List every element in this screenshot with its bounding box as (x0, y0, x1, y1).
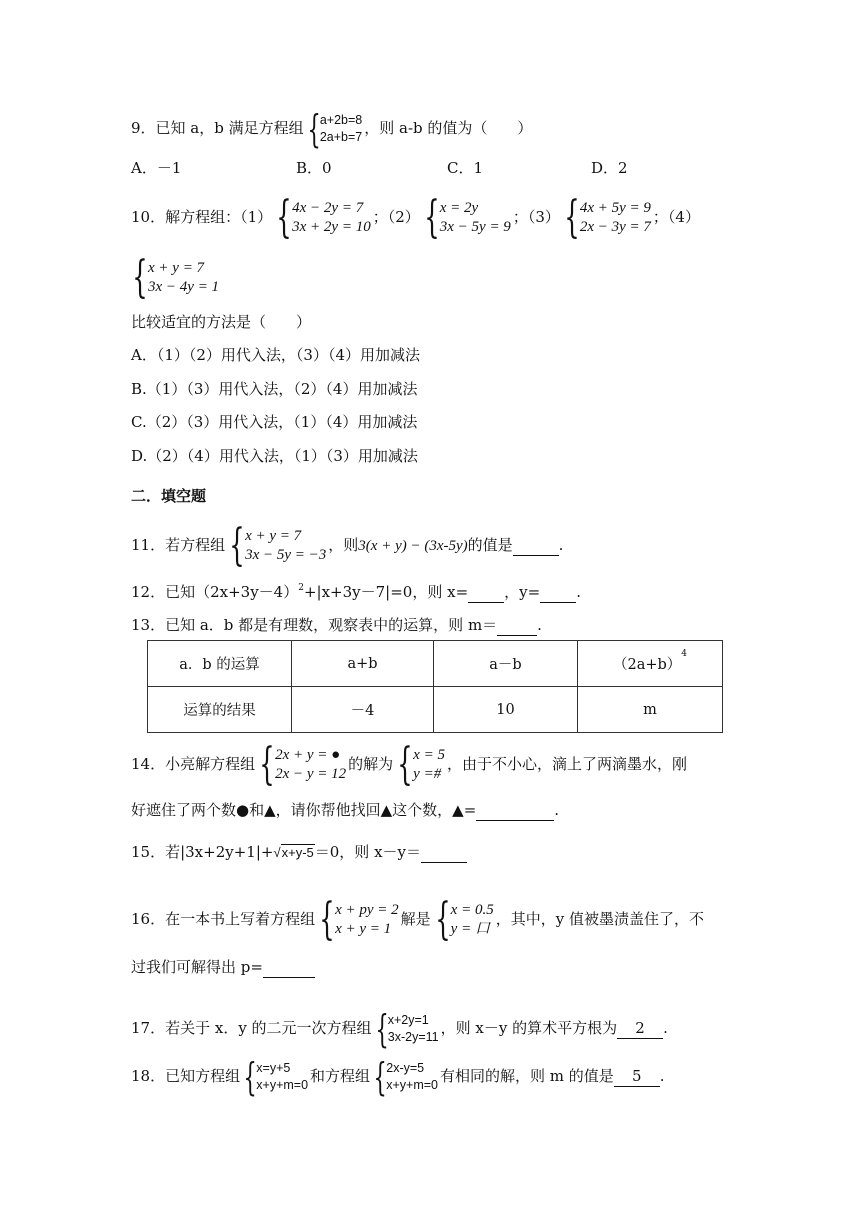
q18-prefix: 18．已知方程组 (131, 1067, 241, 1085)
table-row (148, 687, 723, 733)
q14-system: { 2x + y = ● 2x − y = 12 (259, 739, 347, 790)
q10-sep2: ；（2） (372, 208, 420, 226)
q14-line2 (131, 800, 559, 821)
q18-end: . (659, 1067, 665, 1085)
q11-answer-blank[interactable] (513, 535, 559, 556)
q18-mid: 和方程组 (310, 1067, 371, 1085)
q9-option-c[interactable]: C．1 (447, 159, 484, 177)
q18-answer[interactable]: 5 (614, 1066, 660, 1087)
q10-sep4: ；（4） (652, 208, 700, 226)
q11-mid: ，则 (328, 536, 359, 554)
question-16 (131, 894, 704, 945)
q14-sol-y: y =# (413, 766, 442, 782)
q14-end: . (554, 801, 560, 819)
q10-option-a[interactable]: A．（1）（2）用代入法，（3）（4）用加减法 (131, 346, 421, 364)
question-15 (131, 842, 467, 863)
table-cell (578, 641, 723, 687)
q14-eq2: 2x − y = 12 (275, 766, 347, 782)
question-17 (131, 1007, 668, 1051)
q11-system: { x + y = 7 3x − 5y = −3 (229, 520, 327, 571)
q16-prefix: 16．在一本书上写着方程组 (131, 910, 316, 928)
q14-solution: { x = 5 y =# (397, 739, 445, 790)
q11-end: . (558, 536, 564, 554)
table-cell: a．b 的运算 (148, 641, 292, 687)
q16-eq2: x + y = 1 (335, 921, 392, 937)
table-cell: a+b (292, 641, 434, 687)
q12-text-c: ，y= (504, 583, 541, 601)
q16-answer-blank[interactable] (263, 957, 315, 978)
q18-system-1: { x=y+5 x+y+m=0 (243, 1055, 309, 1099)
q17-answer[interactable]: 2 (617, 1018, 663, 1039)
q16-sol-x: x = 0.5 (450, 902, 494, 918)
q10-s4-eq2: 3x − 4y = 1 (148, 279, 220, 295)
q17-end: . (663, 1019, 668, 1037)
question-14 (131, 739, 687, 790)
q12-exponent: 2 (298, 583, 304, 593)
q10-question: 比较适宜的方法是（ ） (131, 313, 312, 331)
q18-s1-eq1: x=y+5 (256, 1061, 291, 1075)
q10-system-4: { x + y = 7 3x − 4y = 1 (132, 252, 220, 303)
q16-line2-text: 过我们可解得出 p= (131, 958, 263, 976)
q10-system-3: { 4x + 5y = 9 2x − 3y = 7 (564, 192, 651, 243)
q9-eq1: a+2b=8 (319, 113, 363, 127)
q16-line2 (131, 957, 315, 978)
table-cell: a－b (434, 641, 578, 687)
q14-prefix: 14．小亮解方程组 (131, 755, 256, 773)
q15-sqrt: √x+y-5 (273, 845, 314, 860)
q10-sep3: ；（3） (512, 208, 560, 226)
q12-text-b: +|x+3y－7|=0，则 x= (303, 583, 469, 601)
q11-eq2: 3x − 5y = −3 (245, 547, 327, 563)
q18-s1-eq2: x+y+m=0 (256, 1078, 309, 1092)
q11-expression: 3(x + y) − (3x-5y) (358, 538, 468, 554)
q14-suffix: ，由于不小心，滴上了两滴墨水，刚 (446, 755, 687, 773)
q9-option-a[interactable]: A．－1 (131, 159, 182, 177)
q10-s1-eq2: 3x + 2y = 10 (292, 219, 371, 235)
q10-s2-eq2: 3x − 5y = 9 (439, 219, 511, 235)
q15-suffix: ＝0，则 x－y＝ (314, 843, 422, 861)
table-row (148, 641, 723, 687)
q15-radicand: x+y-5 (281, 845, 314, 860)
q12-end: . (576, 583, 581, 601)
q11-eq1: x + y = 7 (245, 528, 302, 544)
q9-option-b[interactable]: B．0 (296, 159, 332, 177)
question-12 (131, 582, 581, 603)
q17-system: { x+2y=1 3x-2y=11 (375, 1007, 439, 1051)
q10-s4-eq1: x + y = 7 (148, 260, 205, 276)
q14-line2-text: 好遮住了两个数●和▲，请你帮他找回▲这个数，▲= (131, 801, 477, 819)
q15-prefix: 15．若|3x+2y+1|+ (131, 843, 274, 861)
q14-eq1: 2x + y = ● (275, 747, 341, 763)
question-11 (131, 520, 564, 571)
q9-system: { a+2b=8 2a+b=7 (307, 107, 363, 151)
q16-solution: { x = 0.5 y = 口 (434, 894, 494, 945)
q10-system-2: { x = 2y 3x − 5y = 9 (424, 192, 511, 243)
q12-y-blank[interactable] (540, 582, 576, 603)
q16-suffix: ，其中，y 值被墨渍盖住了，不 (495, 910, 704, 928)
q13-text: 13．已知 a．b 都是有理数，观察表中的运算，则 m＝ (131, 616, 498, 634)
section-title: 二．填空题 (131, 487, 207, 505)
q10-option-c[interactable]: C.（2）（3）用代入法，（1）（4）用加减法 (131, 413, 418, 431)
q9-eq2: 2a+b=7 (319, 130, 363, 144)
question-13 (131, 615, 542, 636)
table-cell: 运算的结果 (148, 687, 292, 733)
q18-system-2: { 2x-y=5 x+y+m=0 (373, 1055, 439, 1099)
table-cell-exponent: 4 (681, 649, 688, 659)
q10-s3-eq1: 4x + 5y = 9 (579, 200, 651, 216)
q11-suffix: 的值是 (467, 536, 513, 554)
q18-suffix: 有相同的解，则 m 的值是 (440, 1067, 614, 1085)
table-cell: m (578, 687, 723, 733)
table-cell: －4 (292, 687, 434, 733)
q10-s2-eq1: x = 2y (439, 200, 479, 216)
q14-sol-x: x = 5 (413, 747, 445, 763)
q10-option-d[interactable]: D.（2）（4）用代入法，（1）（3）用加减法 (131, 447, 418, 465)
q18-s2-eq2: x+y+m=0 (386, 1078, 439, 1092)
table-cell-text: （2a+b） (612, 657, 682, 673)
question-9 (131, 107, 533, 151)
q14-answer-blank[interactable] (476, 800, 554, 821)
q15-answer-blank[interactable] (421, 842, 467, 863)
q9-option-d[interactable]: D．2 (591, 159, 628, 177)
q18-s2-eq1: 2x-y=5 (386, 1061, 425, 1075)
q13-end: . (537, 616, 542, 634)
q13-table (147, 640, 723, 733)
q9-prefix: 9．已知 a，b 满足方程组 (131, 119, 304, 137)
table-cell: 10 (434, 687, 578, 733)
q10-s1-eq1: 4x − 2y = 7 (292, 200, 364, 216)
q10-prefix: 10．解方程组：（1） (131, 208, 273, 226)
q17-suffix: ，则 x－y 的算术平方根为 (440, 1019, 618, 1037)
q9-suffix: ，则 a-b 的值为（ ） (364, 119, 533, 137)
q16-system: { x + py = 2 x + y = 1 (319, 894, 399, 945)
q16-mid: 解是 (400, 910, 431, 928)
q10-option-b[interactable]: B.（1）（3）用代入法，（2）（4）用加减法 (131, 380, 418, 398)
question-10 (131, 192, 700, 243)
q10-system-1: { 4x − 2y = 7 3x + 2y = 10 (276, 192, 371, 243)
q17-prefix: 17．若关于 x．y 的二元一次方程组 (131, 1019, 372, 1037)
q12-x-blank[interactable] (468, 582, 504, 603)
q14-mid: 的解为 (348, 755, 394, 773)
q17-eq1: x+2y=1 (387, 1013, 429, 1027)
q17-eq2: 3x-2y=11 (387, 1030, 439, 1044)
q13-answer-blank[interactable] (497, 615, 537, 636)
q16-sol-y: y = 口 (450, 921, 490, 937)
q11-prefix: 11．若方程组 (131, 536, 226, 554)
q16-eq1: x + py = 2 (335, 902, 399, 918)
q10-s3-eq2: 2x − 3y = 7 (579, 219, 651, 235)
question-18 (131, 1055, 665, 1099)
q12-text-a: 12．已知（2x+3y－4） (131, 583, 299, 601)
